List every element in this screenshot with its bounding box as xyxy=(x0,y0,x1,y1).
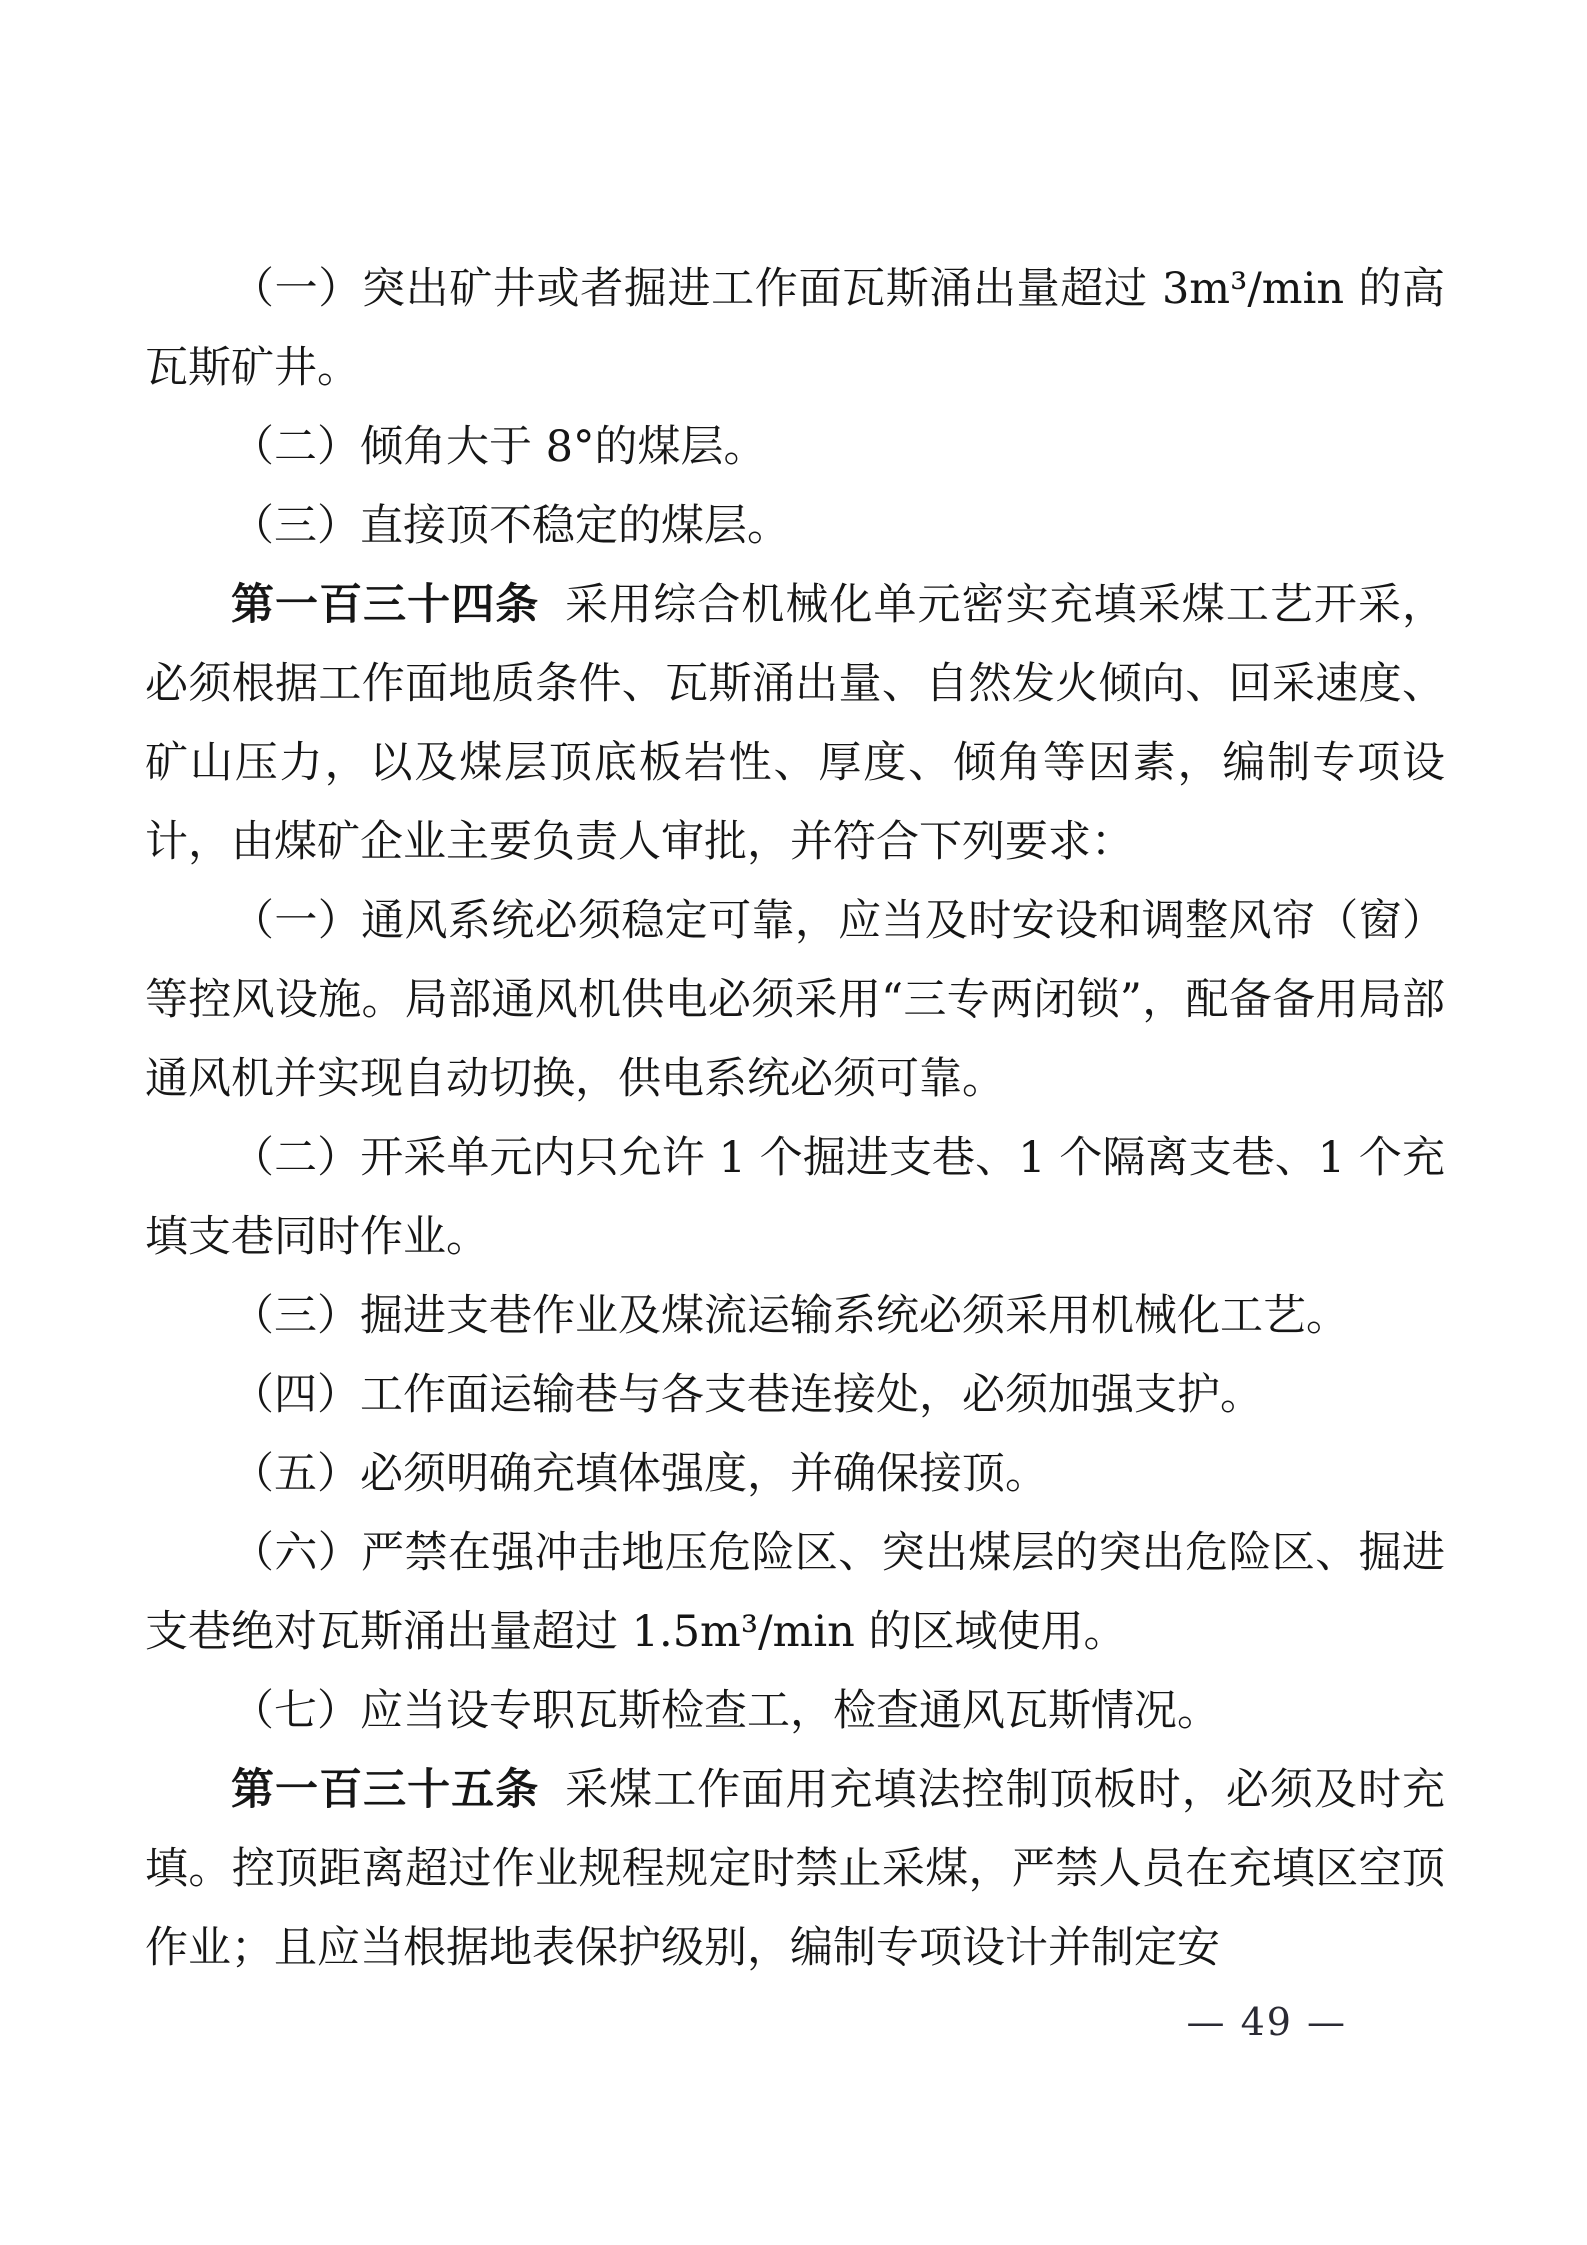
paragraph-article-134 xyxy=(145,566,1445,882)
paragraph xyxy=(145,1277,1445,1356)
paragraph-text: （一）突出矿井或者掘进工作面瓦斯涌出量超过 3m³/min 的高瓦斯矿井。 xyxy=(145,264,1445,393)
paragraph xyxy=(145,1672,1445,1751)
paragraph-text: 采煤工作面用充填法控制顶板时，必须及时充填。控顶距离超过作业规程规定时禁止采煤，严禁人员在充填区空顶作业；且应当根据地表保护级别，编制专项设计并制定安 xyxy=(145,1765,1446,1973)
page-number: — 49 — xyxy=(1186,2000,1347,2044)
paragraph xyxy=(145,408,1445,487)
paragraph-text: （三）掘进支巷作业及煤流运输系统必须采用机械化工艺。 xyxy=(231,1291,1349,1341)
paragraph-text: （七）应当设专职瓦斯检查工，检查通风瓦斯情况。 xyxy=(231,1686,1220,1736)
paragraph xyxy=(145,882,1445,1119)
paragraph-text: 采用综合机械化单元密实充填采煤工艺开采，必须根据工作面地质条件、瓦斯涌出量、自然发火倾向、回采速度、矿山压力，以及煤层顶底板岩性、厚度、倾角等因素，编制专项设计，由煤矿企业主要负责人审批，并符合下列要求： xyxy=(145,580,1446,867)
paragraph-article-135 xyxy=(145,1751,1445,1988)
paragraph-text: （三）直接顶不稳定的煤层。 xyxy=(231,501,790,551)
paragraph xyxy=(145,1356,1445,1435)
paragraph-text: （二）开采单元内只允许 1 个掘进支巷、1 个隔离支巷、1 个充填支巷同时作业。 xyxy=(145,1133,1445,1262)
paragraph xyxy=(145,250,1445,408)
document-body xyxy=(145,250,1445,1988)
paragraph xyxy=(145,1119,1445,1277)
paragraph-text: （二）倾角大于 8°的煤层。 xyxy=(231,422,767,472)
paragraph-text: （四）工作面运输巷与各支巷连接处，必须加强支护。 xyxy=(231,1370,1263,1420)
paragraph xyxy=(145,487,1445,566)
paragraph xyxy=(145,1514,1445,1672)
paragraph-text: （六）严禁在强冲击地压危险区、突出煤层的突出危险区、掘进支巷绝对瓦斯涌出量超过 1.5m³/min 的区域使用。 xyxy=(145,1528,1445,1657)
paragraph xyxy=(145,1435,1445,1514)
article-number: 第一百三十五条 xyxy=(231,1765,540,1815)
paragraph-text: （一）通风系统必须稳定可靠，应当及时安设和调整风帘（窗）等控风设施。局部通风机供电必须采用“三专两闭锁”，配备备用局部通风机并实现自动切换，供电系统必须可靠。 xyxy=(145,896,1445,1104)
paragraph-text: （五）必须明确充填体强度，并确保接顶。 xyxy=(231,1449,1048,1499)
article-number: 第一百三十四条 xyxy=(231,580,540,630)
